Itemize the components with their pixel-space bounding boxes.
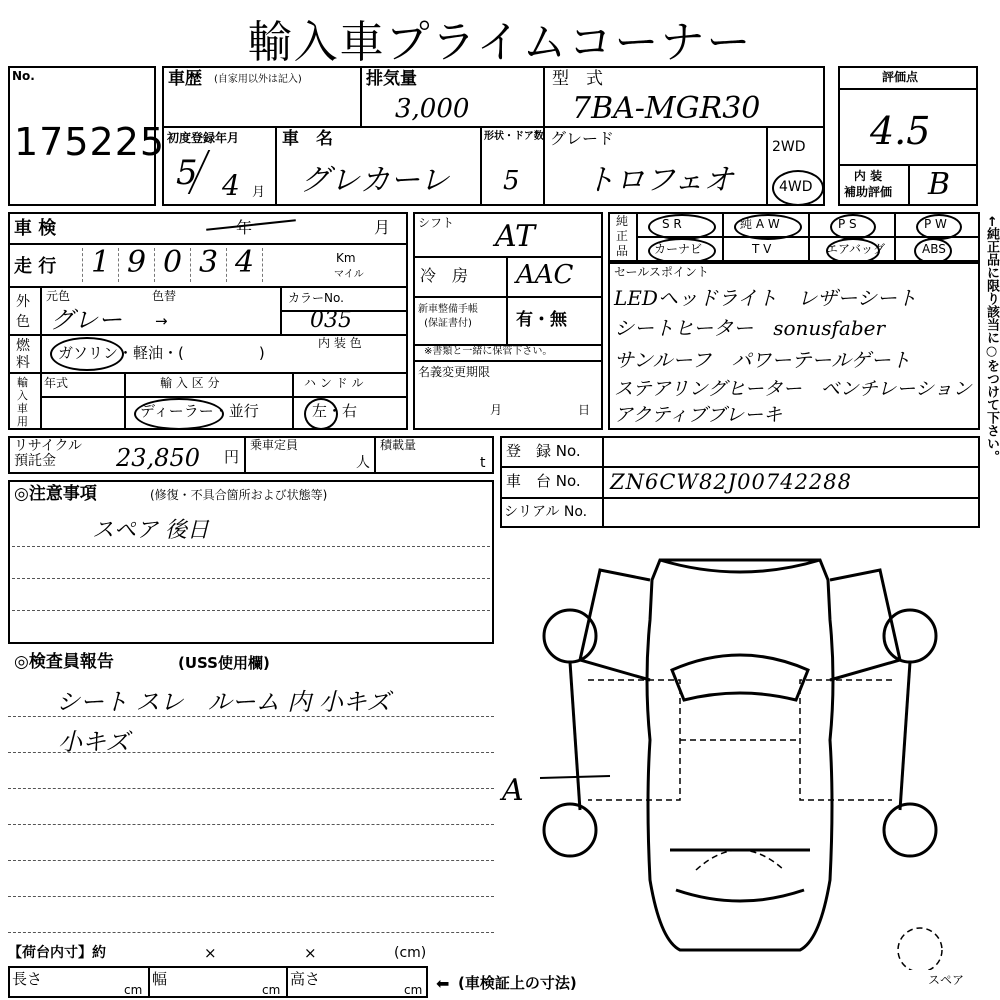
import-dealer-circle: [134, 398, 224, 430]
cargo-width-label: 幅: [152, 970, 168, 988]
mileage-label: 走 行: [14, 256, 57, 277]
inspection-month-unit: 月: [374, 218, 391, 237]
displacement-value: 3,000: [395, 94, 470, 124]
service-book-note: ※書類と一緒に保管下さい。: [424, 346, 553, 357]
genuine-navi: カーナビ: [654, 242, 703, 256]
sales-point-line: シートヒーター sonusfaber: [614, 316, 886, 340]
sales-point-line: サンルーフ パワーテールゲート: [614, 348, 911, 372]
chassis-value: ZN6CW82J00742288: [610, 470, 853, 494]
service-book-options: 有・無: [516, 310, 567, 330]
mileage-unit-km: Km: [336, 251, 356, 265]
color-change-label: 色替: [152, 289, 177, 303]
first-reg-month-unit: 月: [252, 185, 266, 200]
genuine-circle: [734, 214, 802, 240]
import-type-label: 輸 入 区 分: [160, 376, 220, 390]
fuel-options: ガソリン・軽油・( ): [58, 344, 265, 362]
diagram-mark-a: A: [502, 773, 524, 808]
color-arrow: →: [155, 312, 168, 330]
side-note: ←純正品に限り該当に○をつけて下さい。: [984, 216, 999, 463]
serial-label: シリアル No.: [504, 504, 588, 520]
first-reg-year: 5: [176, 153, 198, 193]
genuine-tv: T V: [752, 242, 772, 256]
genuine-aw: 純 A W: [740, 217, 780, 231]
handle-label: ハ ン ド ル: [304, 376, 364, 390]
page-title: 輸入車プライムコーナー: [247, 17, 753, 68]
genuine-circle: [648, 238, 716, 264]
cargo-unit: (cm): [394, 945, 427, 961]
color-no-label: カラーNo.: [288, 291, 344, 305]
genuine-abs: ABS: [922, 242, 946, 256]
import-side-label: 輸 入 車 用: [17, 376, 28, 428]
arrow-left-icon: ⬅: [436, 974, 450, 993]
evaluation-label: 評価点: [882, 70, 919, 84]
registration-label: 登 録 No.: [506, 442, 581, 460]
lot-number: 175225: [14, 120, 166, 164]
cargo-x1: ×: [204, 944, 217, 962]
notes-box: [8, 480, 494, 644]
car-name-value: グレカーレ: [300, 163, 450, 198]
aircon-value: AAC: [516, 260, 574, 290]
genuine-ps: P S: [838, 217, 857, 231]
rename-day-unit: 日: [578, 403, 591, 417]
mileage-digits: [82, 245, 263, 282]
spare-label: スペア: [928, 973, 965, 987]
history-note: (自家用以外は記入): [214, 74, 302, 85]
color-orig-label: 元色: [46, 289, 71, 303]
history-label: 車歴: [168, 69, 202, 89]
sales-point-line: ステアリングヒーター ベンチレーション: [614, 378, 972, 400]
cargo-dims-box: [8, 966, 428, 998]
mileage-digit: 4: [234, 245, 255, 280]
displacement-label: 排気量: [366, 69, 417, 89]
recycle-value: 23,850: [116, 444, 200, 472]
interior-color-label: 内 装 色: [318, 336, 362, 350]
first-reg-month: 4: [222, 169, 240, 202]
handle-options: 左・右: [312, 402, 358, 420]
recycle-label: リサイクル 預託金: [14, 438, 83, 469]
handle-left-circle: [304, 398, 338, 430]
inspector-line1: シート スレ ルーム 内 小キズ: [56, 688, 391, 716]
genuine-circle: [914, 238, 952, 264]
drive-2wd: 2WD: [772, 139, 806, 155]
shift-label: シフト: [418, 216, 455, 230]
genuine-side-label: 純 正 品: [616, 214, 629, 258]
inspector-sub: (USS使用欄): [178, 654, 270, 672]
lot-no-label: No.: [12, 69, 35, 83]
shift-value: AT: [495, 219, 536, 254]
color-orig-value: グレー: [50, 306, 122, 334]
capacity-label: 乗車定員: [250, 438, 299, 452]
color-side-label: 外 色: [16, 294, 30, 330]
sales-points-label: セールスポイント: [614, 265, 709, 279]
interior-eval-value: B: [928, 167, 951, 202]
mileage-digit: 3: [198, 245, 219, 280]
mileage-digit: 1: [90, 245, 111, 280]
grade-value: トロフェオ: [585, 163, 734, 198]
notes-sub: (修復・不具合箇所および状態等): [150, 488, 328, 502]
load-unit: t: [480, 455, 486, 471]
grade-label: グレード: [550, 129, 615, 148]
cargo-x2: ×: [304, 944, 317, 962]
inspection-year-unit: 年: [236, 218, 253, 237]
mileage-digit: 0: [162, 245, 183, 280]
color-no-value: 035: [310, 308, 352, 333]
evaluation-score: 4.5: [870, 109, 931, 153]
model-code-value: 7BA-MGR30: [572, 91, 761, 126]
inspector-line2: 小キズ: [58, 728, 130, 756]
fuel-side-label: 燃 料: [16, 338, 30, 371]
drive-4wd: 4WD: [779, 179, 813, 195]
mileage-unit-mile: マイル: [334, 269, 364, 280]
genuine-pw: P W: [924, 217, 947, 231]
genuine-circle: [916, 214, 962, 240]
aircon-label: 冷 房: [420, 266, 469, 285]
notes-label: ◎注意事項: [14, 484, 97, 504]
capacity-unit: 人: [356, 455, 370, 471]
cargo-height-unit: cm: [404, 983, 423, 997]
genuine-circle: [648, 214, 716, 240]
cargo-length-label: 長さ: [12, 970, 43, 988]
drive-4wd-circle: [772, 170, 824, 206]
cargo-height-label: 高さ: [290, 970, 321, 988]
chassis-label: 車 台 No.: [506, 472, 581, 490]
cargo-width-unit: cm: [262, 983, 281, 997]
import-year-label: 年式: [44, 376, 69, 390]
recycle-unit: 円: [224, 448, 240, 466]
doors-label: 形状・ドア数: [484, 131, 544, 142]
import-type-options: ディーラー・並行: [140, 402, 259, 420]
rename-deadline-label: 名義変更期限: [418, 365, 491, 379]
car-name-label: 車 名: [282, 129, 333, 149]
rename-month-unit: 月: [490, 403, 503, 417]
model-code-label: 型 式: [552, 69, 603, 89]
genuine-circle: [826, 238, 880, 264]
sales-point-line: LEDヘッドライト レザーシート: [614, 286, 917, 310]
interior-eval-label: 内 装 補助評価: [844, 169, 893, 199]
cargo-shaken-note: (車検証上の寸法): [458, 974, 577, 992]
load-label: 積載量: [380, 438, 417, 452]
genuine-sr: S R: [662, 217, 682, 231]
cargo-length-unit: cm: [124, 983, 143, 997]
car-diagram: [500, 540, 980, 970]
genuine-airbag: エアバッグ: [826, 242, 886, 256]
doors-value: 5: [503, 166, 520, 196]
service-book-label: 新車整備手帳 (保証書付): [418, 304, 478, 329]
cargo-label: 【荷台内寸】約: [8, 945, 106, 961]
genuine-circle: [830, 214, 876, 240]
notes-text: スペア 後日: [92, 518, 209, 543]
sales-point-line: アクティブブレーキ: [614, 404, 783, 426]
fuel-gasoline-circle: [50, 337, 124, 371]
inspector-label: ◎検査員報告: [14, 652, 114, 672]
mileage-digit: 9: [126, 245, 147, 280]
first-reg-label: 初度登録年月: [167, 131, 240, 145]
inspection-label: 車 検: [14, 218, 57, 239]
